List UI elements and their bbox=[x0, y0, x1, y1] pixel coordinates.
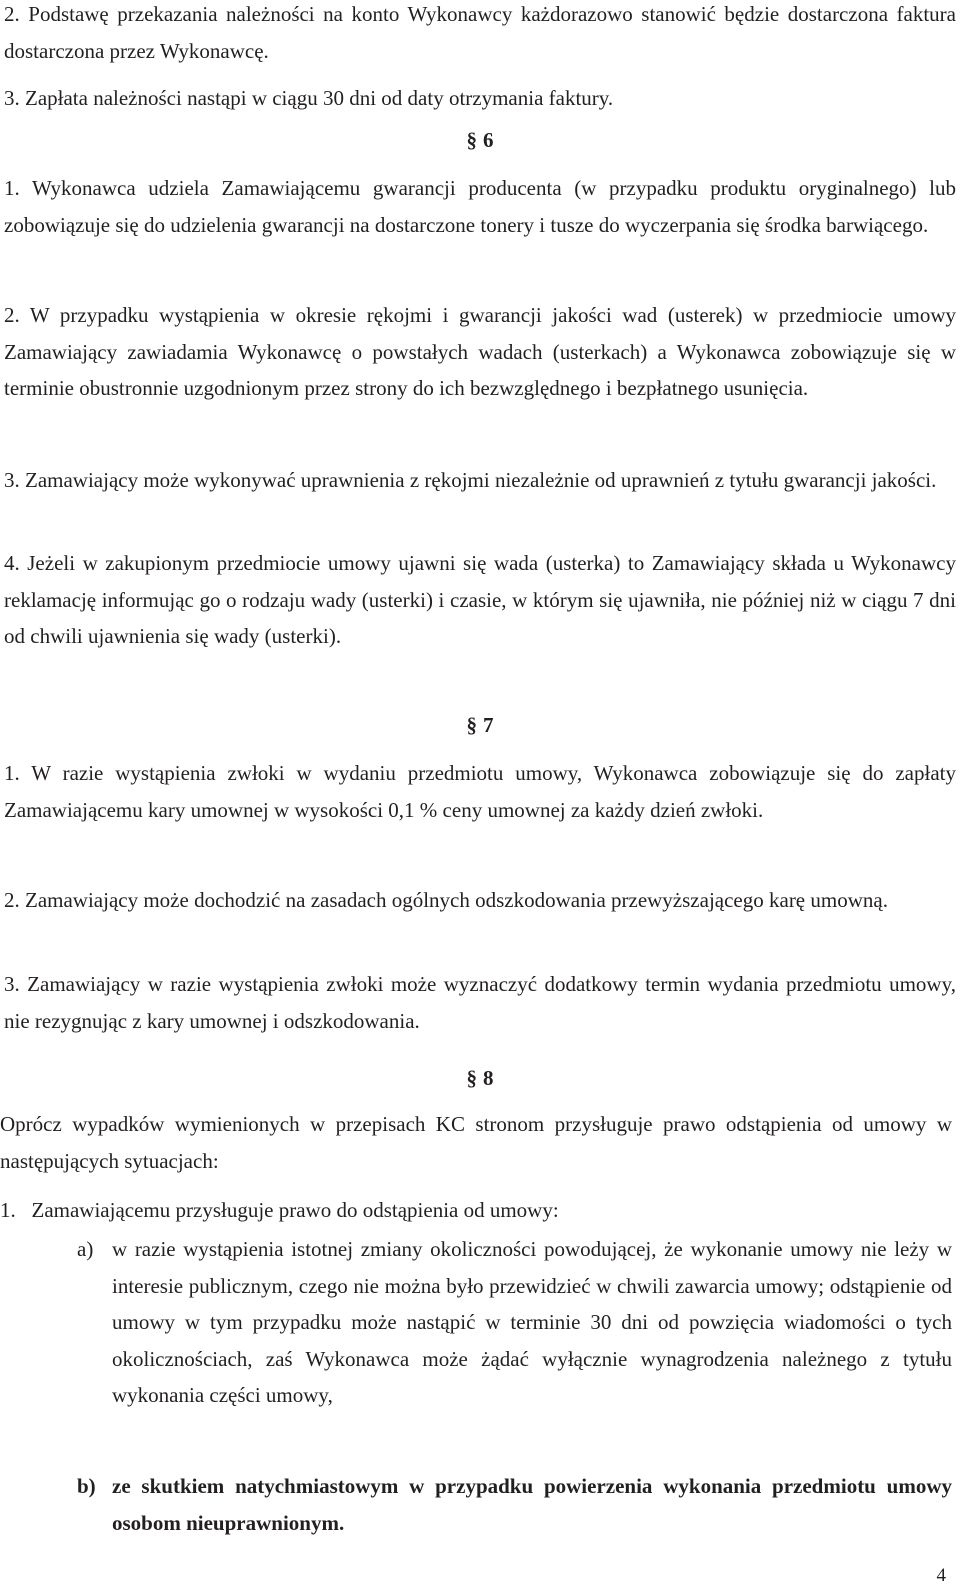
section-7-item-2: 2. Zamawiający może dochodzić na zasadach ogólnych odszkodowania przewyższającego karę umowną. bbox=[4, 888, 888, 912]
section-8-item-1b bbox=[71, 1468, 952, 1541]
paragraph-6-item-2: 2. Podstawę przekazania należności na konto Wykonawcy każdorazowo stanowić będzie dostarczona faktura dostarczona przez Wykonawcę. bbox=[4, 2, 956, 63]
paragraph-6-item-3: 3. Zapłata należności nastąpi w ciągu 30 dni od daty otrzymania faktury. bbox=[4, 86, 614, 110]
section-7-item-3: 3. Zamawiający w razie wystąpienia zwłoki może wyznaczyć dodatkowy termin wydania przedmiotu umowy, nie rezygnując z kary umownej i odszkodowania. bbox=[4, 972, 956, 1033]
section-8-intro: Oprócz wypadków wymienionych w przepisach KC stronom przysługuje prawo odstąpienia od umowy w następujących sytuacjach: bbox=[0, 1112, 952, 1173]
section-8-heading bbox=[0, 1063, 960, 1093]
page-number: 4 bbox=[936, 1565, 946, 1586]
item-text: ze skutkiem natychmiastowym w przypadku powierzenia wykonania przedmiotu umowy osobom nieuprawnionym. bbox=[112, 1474, 952, 1535]
item-label: a) bbox=[77, 1237, 94, 1261]
section-6-item-1: 1. Wykonawca udziela Zamawiającemu gwarancji producenta (w przypadku produktu oryginalnego) lub zobowiązuje się do udzielenia gwarancji na dostarczone tonery i tusze do wyczerpania się środka barwiącego. bbox=[4, 176, 956, 237]
section-7-item-1: 1. W razie wystąpienia zwłoki w wydaniu przedmiotu umowy, Wykonawca zobowiązuje się do zapłaty Zamawiającemu kary umownej w wysokości 0,1 % ceny umownej za każdy dzień zwłoki. bbox=[4, 761, 956, 822]
section-6-item-3: 3. Zamawiający może wykonywać uprawnienia z rękojmi niezależnie od uprawnień z tytułu gwarancji jakości. bbox=[4, 468, 937, 492]
section-8-number: 8 bbox=[483, 1066, 494, 1090]
section-sign: § bbox=[466, 128, 477, 152]
item-text: w razie wystąpienia istotnej zmiany okoliczności powodującej, że wykonanie umowy nie leży w interesie publicznym, czego nie można było przewidzieć w chwili zawarcia umowy; odstąpienie od umowy w tym przypadku może nastąpić w terminie 30 dni od powzięcia wiadomości o tych okolicznościach, zaś Wykonawca może żądać wyłącznie wynagrodzenia należnego z tytułu wykonania części umowy, bbox=[112, 1237, 952, 1407]
section-6-heading bbox=[0, 125, 960, 155]
section-7-heading bbox=[0, 710, 960, 740]
section-sign: § bbox=[466, 713, 477, 737]
section-6-number: 6 bbox=[483, 128, 494, 152]
section-8-item-1: 1. Zamawiającemu przysługuje prawo do odstąpienia od umowy: bbox=[0, 1198, 559, 1222]
section-8-item-1a bbox=[71, 1231, 952, 1414]
section-sign: § bbox=[466, 1066, 477, 1090]
item-label: b) bbox=[77, 1474, 96, 1498]
section-6-item-4: 4. Jeżeli w zakupionym przedmiocie umowy ujawni się wada (usterka) to Zamawiający składa u Wykonawcy reklamację informując go o rodzaju wady (usterki) i czasie, w którym się ujawniła, nie później niż w ciągu 7 dni od chwili ujawnienia się wady (usterki). bbox=[4, 551, 956, 648]
section-6-item-2: 2. W przypadku wystąpienia w okresie rękojmi i gwarancji jakości wad (usterek) w przedmiocie umowy Zamawiający zawiadamia Wykonawcę o powstałych wadach (usterkach) a Wykonawca zobowiązuje się w terminie obustronnie uzgodnionym przez strony do ich bezwzględnego i bezpłatnego usunięcia. bbox=[4, 303, 956, 400]
section-7-number: 7 bbox=[483, 713, 494, 737]
